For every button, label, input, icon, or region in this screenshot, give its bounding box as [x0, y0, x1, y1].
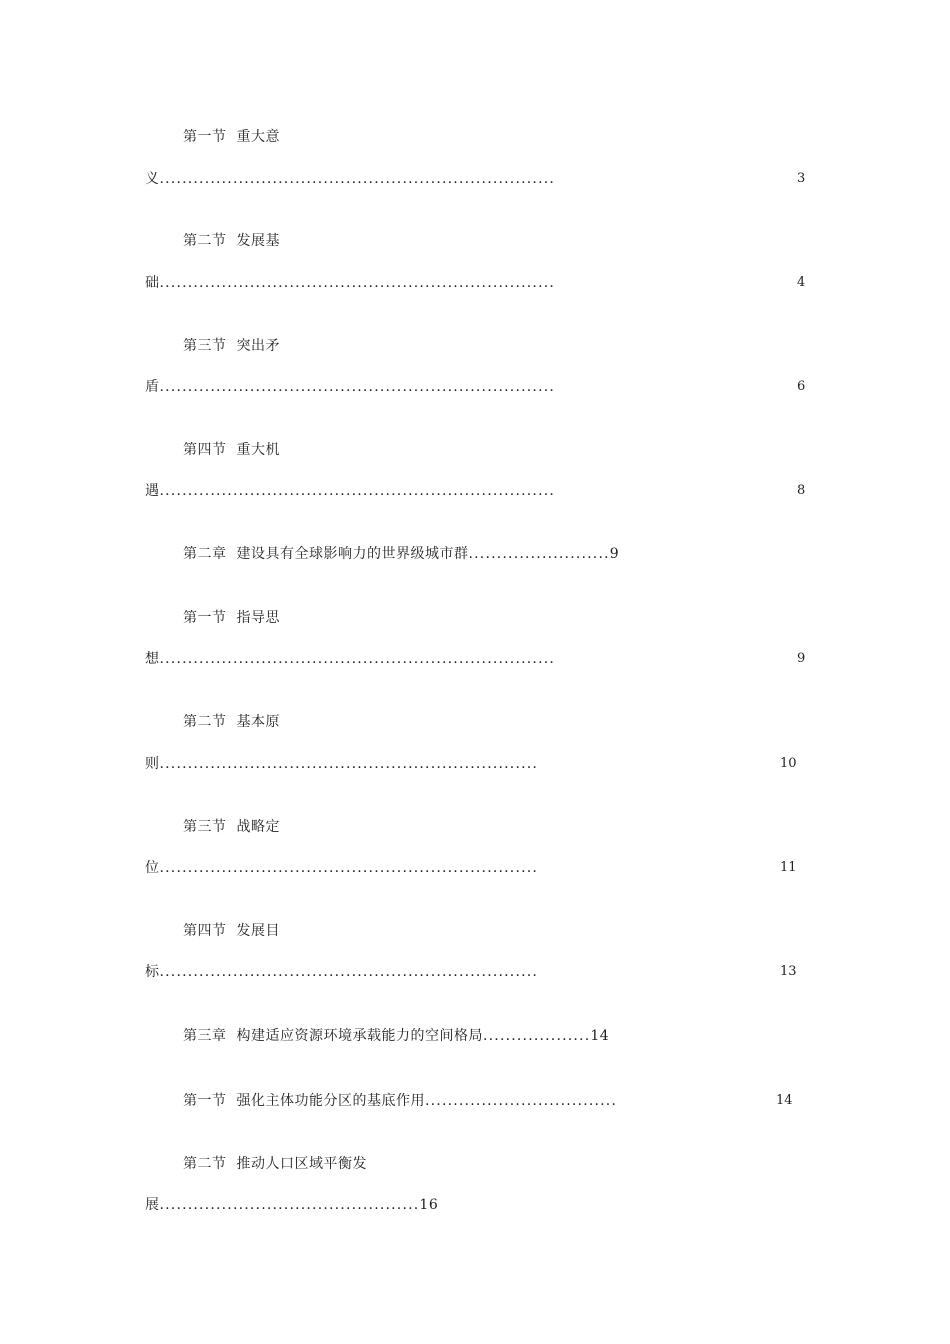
- toc-entry-leader[interactable]: 展..............................................16: [145, 1197, 439, 1213]
- toc-entry-heading: 第四节 重大机: [183, 442, 280, 458]
- toc-entry-leader[interactable]: 义......................................................................: [145, 171, 556, 187]
- toc-section-entry[interactable]: 第一节 强化主体功能分区的基底作用..................................: [183, 1093, 618, 1109]
- toc-entry-leader[interactable]: 标...................................................................: [145, 964, 539, 980]
- toc-entry-heading: 第三节 战略定: [183, 819, 280, 835]
- toc-entry-heading: 第四节 发展目: [183, 923, 280, 939]
- toc-page-number: 11: [780, 860, 797, 875]
- toc-entry-heading: 第三节 突出矛: [183, 338, 280, 354]
- toc-entry-leader[interactable]: 遇......................................................................: [145, 483, 556, 499]
- toc-page-number: 14: [590, 1028, 610, 1044]
- toc-entry-heading: 第一节 指导思: [183, 610, 280, 626]
- toc-chapter-entry[interactable]: 第三章 构建适应资源环境承载能力的空间格局...................14: [183, 1028, 610, 1044]
- toc-page-number: 9: [797, 651, 806, 666]
- toc-entry-heading: 第一节 重大意: [183, 129, 280, 145]
- toc-page-number: 4: [797, 275, 806, 290]
- toc-entry-heading: 第二节 基本原: [183, 714, 280, 730]
- toc-entry-heading: 第二节 发展基: [183, 233, 280, 249]
- toc-entry-heading: 第二节 推动人口区域平衡发: [183, 1156, 367, 1172]
- toc-page-number: 3: [797, 171, 806, 186]
- toc-entry-leader[interactable]: 则...................................................................: [145, 756, 539, 772]
- toc-entry-leader[interactable]: 想......................................................................: [145, 651, 556, 667]
- toc-entry-leader[interactable]: 础......................................................................: [145, 275, 556, 291]
- toc-page-number: 14: [776, 1093, 793, 1108]
- toc-page-number: 9: [609, 546, 620, 562]
- toc-entry-leader[interactable]: 盾......................................................................: [145, 379, 556, 395]
- toc-entry-leader[interactable]: 位...................................................................: [145, 860, 539, 876]
- toc-page-number: 16: [419, 1197, 439, 1213]
- toc-chapter-entry[interactable]: 第二章 建设具有全球影响力的世界级城市群.........................9: [183, 546, 620, 562]
- toc-page-number: 13: [780, 964, 797, 979]
- toc-page-number: 8: [797, 483, 806, 498]
- toc-page-number: 10: [780, 756, 797, 771]
- toc-page-number: 6: [797, 379, 806, 394]
